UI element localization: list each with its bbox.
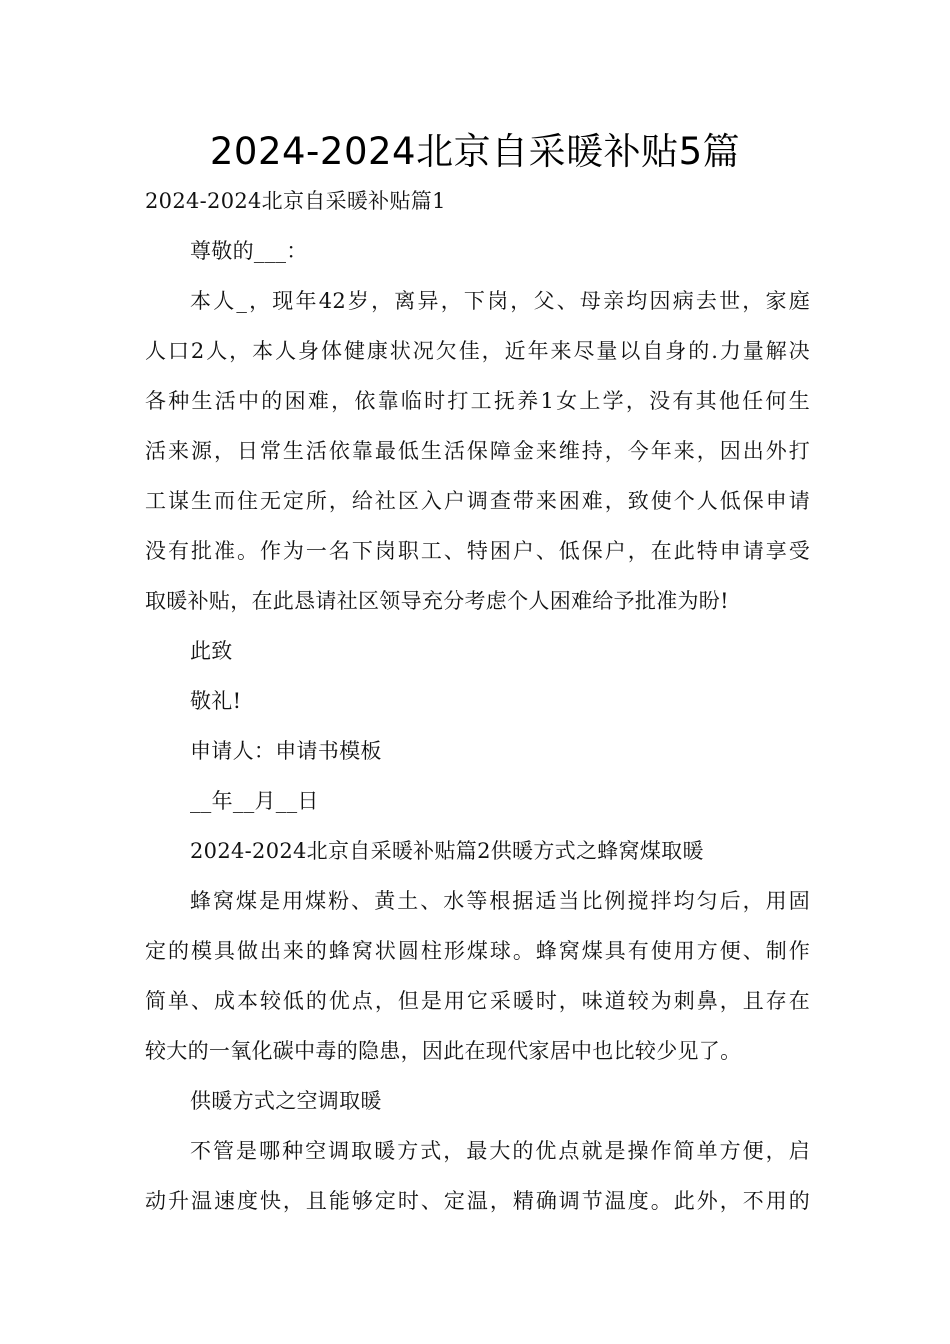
section-heading-3: 供暖方式之空调取暖 — [190, 1089, 382, 1113]
paragraph-3-line-2: 动升温速度快，且能够定时、定温，精确调节温度。此外，不用的 — [145, 1189, 810, 1213]
paragraph-2-line-4: 较大的一氧化碳中毒的隐患，因此在现代家居中也比较少见了。 — [145, 1039, 742, 1063]
paragraph-1-line-5: 工谋生而住无定所，给社区入户调查带来困难，致使个人低保申请 — [145, 489, 810, 513]
section-heading-1: 2024-2024北京自采暖补贴篇1 — [145, 189, 446, 213]
paragraph-1-line-6: 没有批准。作为一名下岗职工、特困户、低保户，在此特申请享受 — [145, 539, 810, 563]
paragraph-3-line-1: 不管是哪种空调取暖方式，最大的优点就是操作简单方便，启 — [190, 1139, 810, 1163]
section-heading-2: 2024-2024北京自采暖补贴篇2供暖方式之蜂窝煤取暖 — [190, 839, 704, 863]
paragraph-2-line-1: 蜂窝煤是用煤粉、黄土、水等根据适当比例搅拌均匀后，用固 — [190, 889, 810, 913]
paragraph-1-line-3: 各种生活中的困难，依靠临时打工抚养1女上学，没有其他任何生 — [145, 389, 810, 413]
closing-2: 敬礼! — [190, 689, 242, 713]
paragraph-2-line-2: 定的模具做出来的蜂窝状圆柱形煤球。蜂窝煤具有使用方便、制作 — [145, 939, 810, 963]
paragraph-1-line-1: 本人_，现年42岁，离异，下岗，父、母亲均因病去世，家庭 — [190, 289, 810, 313]
paragraph-2-line-3: 简单、成本较低的优点，但是用它采暖时，味道较为刺鼻，且存在 — [145, 989, 810, 1013]
paragraph-1-line-2: 人口2人，本人身体健康状况欠佳，近年来尽量以自身的.力量解决 — [145, 339, 810, 363]
date-line: __年__月__日 — [190, 789, 319, 813]
paragraph-1-line-4: 活来源，日常生活依靠最低生活保障金来维持，今年来，因出外打 — [145, 439, 810, 463]
applicant-line: 申请人：申请书模板 — [190, 739, 382, 763]
salutation: 尊敬的___： — [190, 239, 308, 263]
document-title: 2024-2024北京自采暖补贴5篇 — [209, 130, 741, 173]
paragraph-1-line-7: 取暖补贴，在此恳请社区领导充分考虑个人困难给予批准为盼! — [145, 589, 729, 613]
closing-1: 此致 — [190, 639, 233, 663]
